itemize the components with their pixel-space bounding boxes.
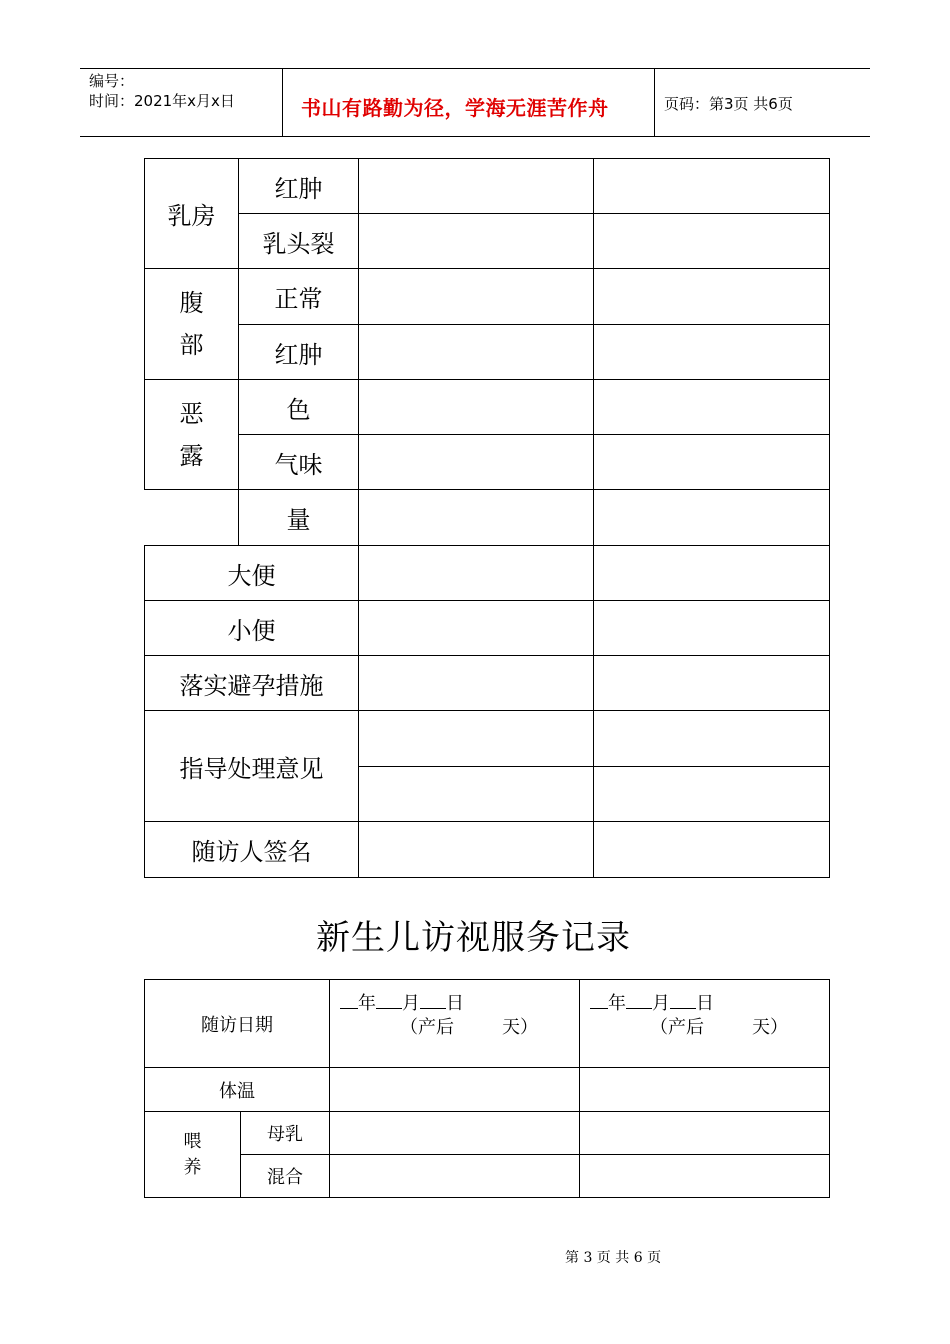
abdomen-label-bottom: 部 [179, 331, 204, 359]
visit-date-cell-2[interactable]: 年 月 日 （产后 天） [580, 980, 830, 1068]
signature-cell-2[interactable] [594, 822, 830, 878]
guidance-cell-1b[interactable] [359, 767, 594, 822]
lochia-color-cell-1[interactable] [359, 380, 594, 435]
guidance-cell-2a[interactable] [594, 711, 830, 767]
stool-cell-1[interactable] [359, 546, 594, 601]
page-footer: 第 3 页 共 6 页 [565, 1250, 662, 1266]
lochia-odor-label: 气味 [239, 435, 359, 490]
mixed-feeding-cell-1[interactable] [330, 1155, 580, 1198]
header-divider-left [282, 68, 283, 136]
guidance-cell-1a[interactable] [359, 711, 594, 767]
temperature-cell-1[interactable] [330, 1068, 580, 1112]
header-divider-right [654, 68, 655, 136]
guidance-cell-2b[interactable] [594, 767, 830, 822]
lochia-label [145, 380, 239, 490]
header-motto: 书山有路勤为径，学海无涯苦作舟 [301, 96, 609, 120]
temperature-cell-2[interactable] [580, 1068, 830, 1112]
breast-label: 乳房 [145, 159, 239, 269]
abdomen-redness-cell-1[interactable] [359, 325, 594, 380]
breast-redness-label: 红肿 [239, 159, 359, 214]
nipple-fissure-cell-1[interactable] [359, 214, 594, 269]
visit-date-cell-1[interactable]: 年 月 日 （产后 天） [330, 980, 580, 1068]
contraception-cell-2[interactable] [594, 656, 830, 711]
breastmilk-cell-2[interactable] [580, 1112, 830, 1155]
lochia-odor-cell-1[interactable] [359, 435, 594, 490]
lochia-amount-cell-1[interactable] [359, 490, 594, 546]
page-info: 页码：第3页 共6页 [664, 95, 793, 113]
mixed-feeding-label: 混合 [241, 1155, 330, 1198]
signature-cell-1[interactable] [359, 822, 594, 878]
feeding-label-top: 喂 [183, 1130, 202, 1152]
abdomen-normal-cell-1[interactable] [359, 269, 594, 325]
nipple-fissure-label: 乳头裂 [239, 214, 359, 269]
document-date-label: 时间：2021年x月x日 [89, 92, 235, 110]
urine-cell-1[interactable] [359, 601, 594, 656]
urine-cell-2[interactable] [594, 601, 830, 656]
breastmilk-label: 母乳 [241, 1112, 330, 1155]
abdomen-redness-cell-2[interactable] [594, 325, 830, 380]
header-top-rule [80, 68, 870, 69]
abdomen-redness-label: 红肿 [239, 325, 359, 380]
contraception-cell-1[interactable] [359, 656, 594, 711]
contraception-label: 落实避孕措施 [145, 656, 359, 711]
abdomen-normal-cell-2[interactable] [594, 269, 830, 325]
abdomen-label [145, 269, 239, 380]
abdomen-normal-label: 正常 [239, 269, 359, 325]
lochia-color-label: 色 [239, 380, 359, 435]
document-number-label: 编号： [89, 72, 135, 90]
urine-label: 小便 [145, 601, 359, 656]
lochia-amount-cell-2[interactable] [594, 490, 830, 546]
header-bottom-rule [80, 136, 870, 137]
mixed-feeding-cell-2[interactable] [580, 1155, 830, 1198]
lochia-amount-label: 量 [239, 490, 359, 546]
breastmilk-cell-1[interactable] [330, 1112, 580, 1155]
lochia-blank-cell [145, 490, 239, 546]
guidance-label: 指导处理意见 [145, 711, 359, 822]
lochia-odor-cell-2[interactable] [594, 435, 830, 490]
postpartum-visit-table [144, 158, 830, 878]
visit-date-label: 随访日期 [145, 980, 330, 1068]
stool-label: 大便 [145, 546, 359, 601]
lochia-color-cell-2[interactable] [594, 380, 830, 435]
lochia-label-top: 恶 [179, 399, 204, 428]
breast-redness-cell-1[interactable] [359, 159, 594, 214]
temperature-label: 体温 [145, 1068, 330, 1112]
abdomen-label-top: 腹 [179, 289, 204, 317]
feeding-label [145, 1112, 241, 1198]
breast-redness-cell-2[interactable] [594, 159, 830, 214]
section-title: 新生儿访视服务记录 [316, 918, 631, 958]
signature-label: 随访人签名 [145, 822, 359, 878]
feeding-label-bottom: 养 [183, 1156, 202, 1178]
lochia-label-bottom: 露 [179, 441, 204, 470]
stool-cell-2[interactable] [594, 546, 830, 601]
nipple-fissure-cell-2[interactable] [594, 214, 830, 269]
newborn-visit-table [144, 979, 830, 1198]
